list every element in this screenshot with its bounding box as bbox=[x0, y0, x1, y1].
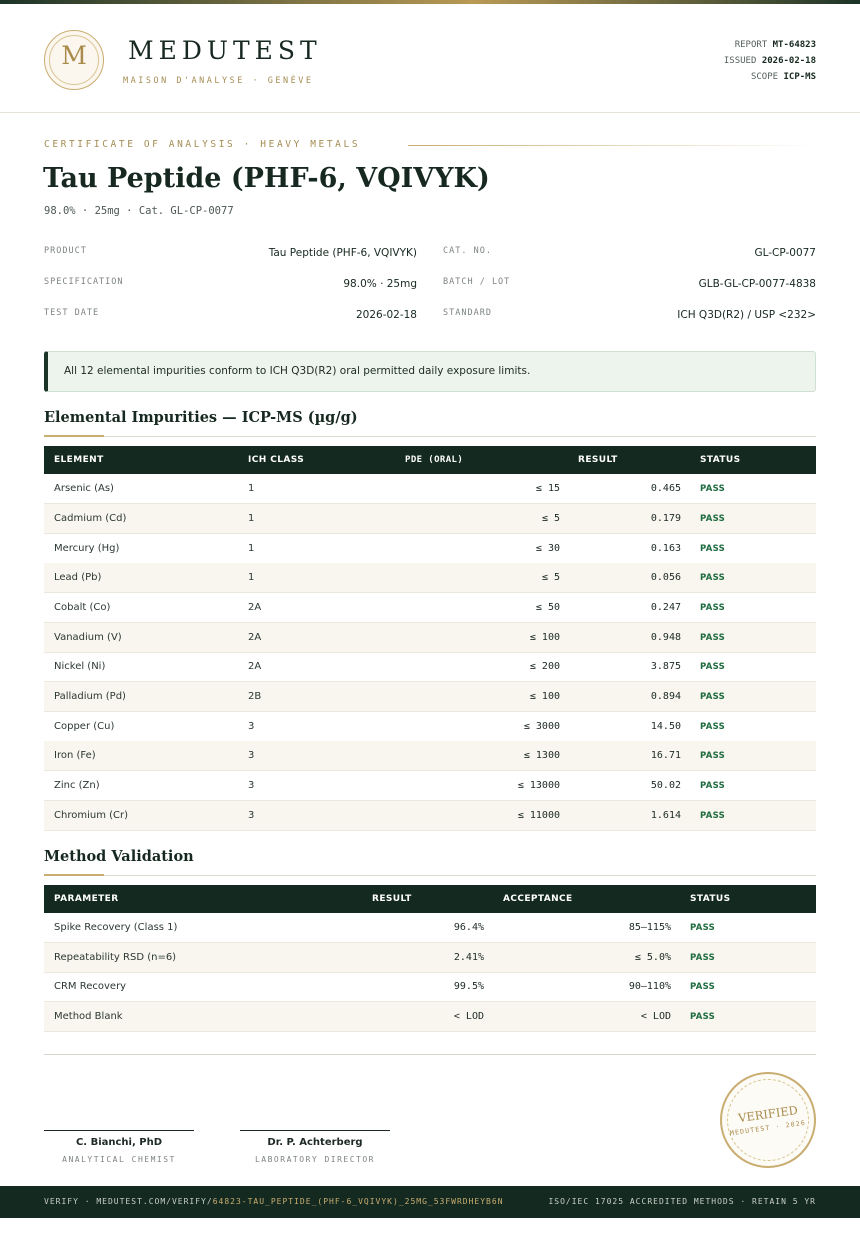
verify-code: 64823-TAU_PEPTIDE_(PHF-6_VQIVYK)_25MG_53FWRDHEYB6N bbox=[212, 1197, 504, 1206]
signatory-name: C. Bianchi, PhD bbox=[75, 1137, 163, 1148]
cell-parameter: Repeatability RSD (n=6) bbox=[54, 952, 177, 963]
cell-element: Copper (Cu) bbox=[54, 721, 115, 732]
detail-value: GLB-GL-CP-0077-4838 bbox=[698, 278, 816, 290]
status-badge: PASS bbox=[700, 514, 726, 524]
header-result: RESULT bbox=[372, 894, 412, 904]
brand-name: MEDUTEST bbox=[128, 36, 322, 65]
status-badge: PASS bbox=[700, 751, 726, 761]
scope-label: SCOPE bbox=[750, 72, 779, 82]
cell-result: 50.02 bbox=[650, 780, 681, 791]
signature-line bbox=[240, 1130, 390, 1131]
verify-footer bbox=[0, 1186, 860, 1218]
page-title: Tau Peptide (PHF-6, VQIVYK) bbox=[43, 163, 490, 194]
detail-value: 2026-02-18 bbox=[355, 309, 417, 321]
cell-class: 1 bbox=[248, 543, 255, 554]
cell-result: 0.894 bbox=[650, 691, 681, 702]
cell-parameter: Method Blank bbox=[54, 1011, 123, 1022]
cell-pde: ≤ 1300 bbox=[523, 750, 560, 761]
table-row bbox=[44, 474, 816, 504]
cell-result: 1.614 bbox=[650, 810, 681, 821]
accreditation-note: ISO/IEC 17025 ACCREDITED METHODS · RETAIN 5 YR bbox=[548, 1197, 816, 1206]
cell-result: < LOD bbox=[453, 1011, 484, 1022]
status-badge: PASS bbox=[700, 603, 726, 613]
cell-result: 0.163 bbox=[650, 543, 681, 554]
table-row bbox=[44, 563, 816, 593]
cell-element: Zinc (Zn) bbox=[54, 780, 100, 791]
cell-pde: ≤ 100 bbox=[529, 691, 560, 702]
cell-pde: ≤ 50 bbox=[535, 602, 560, 613]
verify-link[interactable] bbox=[44, 1197, 504, 1206]
issued-label: ISSUED bbox=[723, 56, 757, 66]
cell-class: 2B bbox=[248, 691, 262, 702]
header-element: ELEMENT bbox=[54, 455, 104, 465]
report-meta bbox=[724, 37, 816, 85]
cell-result: 2.41% bbox=[453, 952, 484, 963]
detail-label: BATCH / LOT bbox=[443, 277, 511, 287]
impurities-section-title: Elemental Impurities — ICP-MS (µg/g) bbox=[44, 409, 358, 426]
cell-element: Chromium (Cr) bbox=[54, 810, 129, 821]
table-row bbox=[44, 913, 816, 943]
conformance-text: All 12 elemental impurities conform to ICH Q3D(R2) oral permitted daily exposure limits. bbox=[64, 365, 531, 377]
detail-standard bbox=[443, 303, 816, 334]
detail-specification bbox=[44, 272, 417, 303]
report-number: MT-64823 bbox=[772, 40, 816, 50]
header-result: RESULT bbox=[578, 455, 618, 465]
detail-cat-no bbox=[443, 241, 816, 272]
seal-sub-text: MEDUTEST · 2026 bbox=[729, 1118, 807, 1138]
status-badge: PASS bbox=[690, 923, 716, 933]
status-badge: PASS bbox=[700, 722, 726, 732]
detail-value: ICH Q3D(R2) / USP <232> bbox=[677, 309, 816, 321]
verify-prefix: VERIFY · MEDUTEST.COM/VERIFY/ bbox=[44, 1197, 213, 1206]
status-badge: PASS bbox=[700, 544, 726, 554]
cell-result: 14.50 bbox=[650, 721, 681, 732]
signatory-name: Dr. P. Achterberg bbox=[267, 1137, 363, 1148]
detail-label: TEST DATE bbox=[44, 308, 100, 318]
header-pde: PDE (ORAL) bbox=[405, 455, 464, 465]
issued-date: 2026-02-18 bbox=[761, 56, 816, 66]
cell-element: Nickel (Ni) bbox=[54, 661, 106, 672]
cell-parameter: Spike Recovery (Class 1) bbox=[54, 922, 178, 933]
header-parameter: PARAMETER bbox=[54, 894, 119, 904]
cell-result: 0.179 bbox=[650, 513, 681, 524]
cell-pde: ≤ 3000 bbox=[523, 721, 560, 732]
cell-class: 2A bbox=[248, 661, 262, 672]
report-number-label: REPORT bbox=[734, 40, 768, 50]
detail-product bbox=[44, 241, 417, 272]
cell-pde: ≤ 15 bbox=[535, 483, 560, 494]
table-row bbox=[44, 771, 816, 801]
table-row bbox=[44, 623, 816, 653]
cell-pde: ≤ 13000 bbox=[517, 780, 560, 791]
table-row bbox=[44, 741, 816, 771]
cell-class: 1 bbox=[248, 513, 255, 524]
table-row bbox=[44, 972, 816, 1002]
section-divider bbox=[44, 875, 816, 876]
cell-class: 1 bbox=[248, 483, 255, 494]
brand-logo bbox=[44, 30, 104, 90]
certificate-eyebrow: CERTIFICATE OF ANALYSIS · HEAVY METALS bbox=[44, 139, 361, 150]
status-badge: PASS bbox=[690, 982, 716, 992]
cell-element: Cobalt (Co) bbox=[54, 602, 111, 613]
cell-pde: ≤ 11000 bbox=[517, 810, 560, 821]
header-status: STATUS bbox=[700, 455, 741, 465]
cell-pde: ≤ 5 bbox=[541, 513, 560, 524]
cell-class: 3 bbox=[248, 721, 255, 732]
header-ich-class: ICH CLASS bbox=[248, 455, 305, 465]
scope-value: ICP-MS bbox=[783, 72, 816, 82]
cell-pde: ≤ 200 bbox=[529, 661, 560, 672]
page-subtitle: 98.0% · 25mg · Cat. GL-CP-0077 bbox=[44, 205, 234, 217]
table-row bbox=[44, 682, 816, 712]
cell-result: 99.5% bbox=[453, 981, 484, 992]
cell-class: 3 bbox=[248, 810, 255, 821]
validation-table-header bbox=[44, 885, 816, 913]
status-badge: PASS bbox=[700, 633, 726, 643]
report-header bbox=[0, 4, 860, 113]
detail-value: 98.0% · 25mg bbox=[343, 278, 417, 290]
signature-divider bbox=[44, 1054, 816, 1055]
cell-acceptance: 85–115% bbox=[628, 922, 671, 933]
status-badge: PASS bbox=[700, 811, 726, 821]
signature-line bbox=[44, 1130, 194, 1131]
status-badge: PASS bbox=[700, 484, 726, 494]
seal-main-text: VERIFIED bbox=[737, 1102, 799, 1126]
cell-element: Iron (Fe) bbox=[54, 750, 96, 761]
detail-label: PRODUCT bbox=[44, 246, 87, 256]
detail-label: SPECIFICATION bbox=[44, 277, 124, 287]
status-badge: PASS bbox=[690, 1012, 716, 1022]
header-status: STATUS bbox=[690, 894, 731, 904]
table-row bbox=[44, 943, 816, 973]
cell-acceptance: 90–110% bbox=[628, 981, 671, 992]
detail-label: CAT. NO. bbox=[443, 246, 492, 256]
table-row bbox=[44, 712, 816, 742]
table-row bbox=[44, 504, 816, 534]
section-accent bbox=[44, 435, 104, 437]
signatory-role: LABORATORY DIRECTOR bbox=[254, 1155, 375, 1164]
cell-pde: ≤ 30 bbox=[535, 543, 560, 554]
cell-result: 3.875 bbox=[650, 661, 681, 672]
section-divider bbox=[44, 436, 816, 437]
status-badge: PASS bbox=[700, 692, 726, 702]
detail-test-date bbox=[44, 303, 417, 334]
cell-class: 1 bbox=[248, 572, 255, 583]
cell-element: Cadmium (Cd) bbox=[54, 513, 127, 524]
table-row bbox=[44, 593, 816, 623]
status-badge: PASS bbox=[690, 953, 716, 963]
cell-acceptance: < LOD bbox=[640, 1011, 671, 1022]
table-row bbox=[44, 652, 816, 682]
verified-seal bbox=[720, 1072, 816, 1168]
cell-acceptance: ≤ 5.0% bbox=[634, 952, 671, 963]
status-badge: PASS bbox=[700, 573, 726, 583]
table-row bbox=[44, 1002, 816, 1032]
conformance-banner bbox=[44, 351, 816, 392]
cell-result: 16.71 bbox=[650, 750, 681, 761]
cell-result: 96.4% bbox=[453, 922, 484, 933]
cell-class: 2A bbox=[248, 602, 262, 613]
cell-parameter: CRM Recovery bbox=[54, 981, 127, 992]
validation-section-title: Method Validation bbox=[44, 848, 194, 865]
cell-element: Arsenic (As) bbox=[54, 483, 114, 494]
cell-class: 2A bbox=[248, 632, 262, 643]
section-accent bbox=[44, 874, 104, 876]
status-badge: PASS bbox=[700, 662, 726, 672]
brand-tagline: MAISON D'ANALYSE · GENÈVE bbox=[123, 76, 314, 86]
eyebrow-divider bbox=[408, 145, 816, 146]
cell-element: Lead (Pb) bbox=[54, 572, 102, 583]
signatory-role: ANALYTICAL CHEMIST bbox=[62, 1155, 176, 1164]
header-acceptance: ACCEPTANCE bbox=[503, 894, 573, 904]
cell-element: Mercury (Hg) bbox=[54, 543, 120, 554]
cell-result: 0.056 bbox=[650, 572, 681, 583]
cell-pde: ≤ 5 bbox=[541, 572, 560, 583]
cell-result: 0.465 bbox=[650, 483, 681, 494]
status-badge: PASS bbox=[700, 781, 726, 791]
logo-letter: M bbox=[61, 41, 87, 70]
impurities-table-header bbox=[44, 446, 816, 474]
cell-element: Palladium (Pd) bbox=[54, 691, 126, 702]
cell-result: 0.247 bbox=[650, 602, 681, 613]
detail-value: Tau Peptide (PHF-6, VQIVYK) bbox=[268, 247, 417, 259]
detail-batch-lot bbox=[443, 272, 816, 303]
table-row bbox=[44, 534, 816, 564]
detail-label: STANDARD bbox=[443, 308, 492, 318]
cell-result: 0.948 bbox=[650, 632, 681, 643]
cell-pde: ≤ 100 bbox=[529, 632, 560, 643]
table-row bbox=[44, 801, 816, 831]
cell-element: Vanadium (V) bbox=[54, 632, 122, 643]
cell-class: 3 bbox=[248, 780, 255, 791]
detail-value: GL-CP-0077 bbox=[754, 247, 816, 259]
cell-class: 3 bbox=[248, 750, 255, 761]
